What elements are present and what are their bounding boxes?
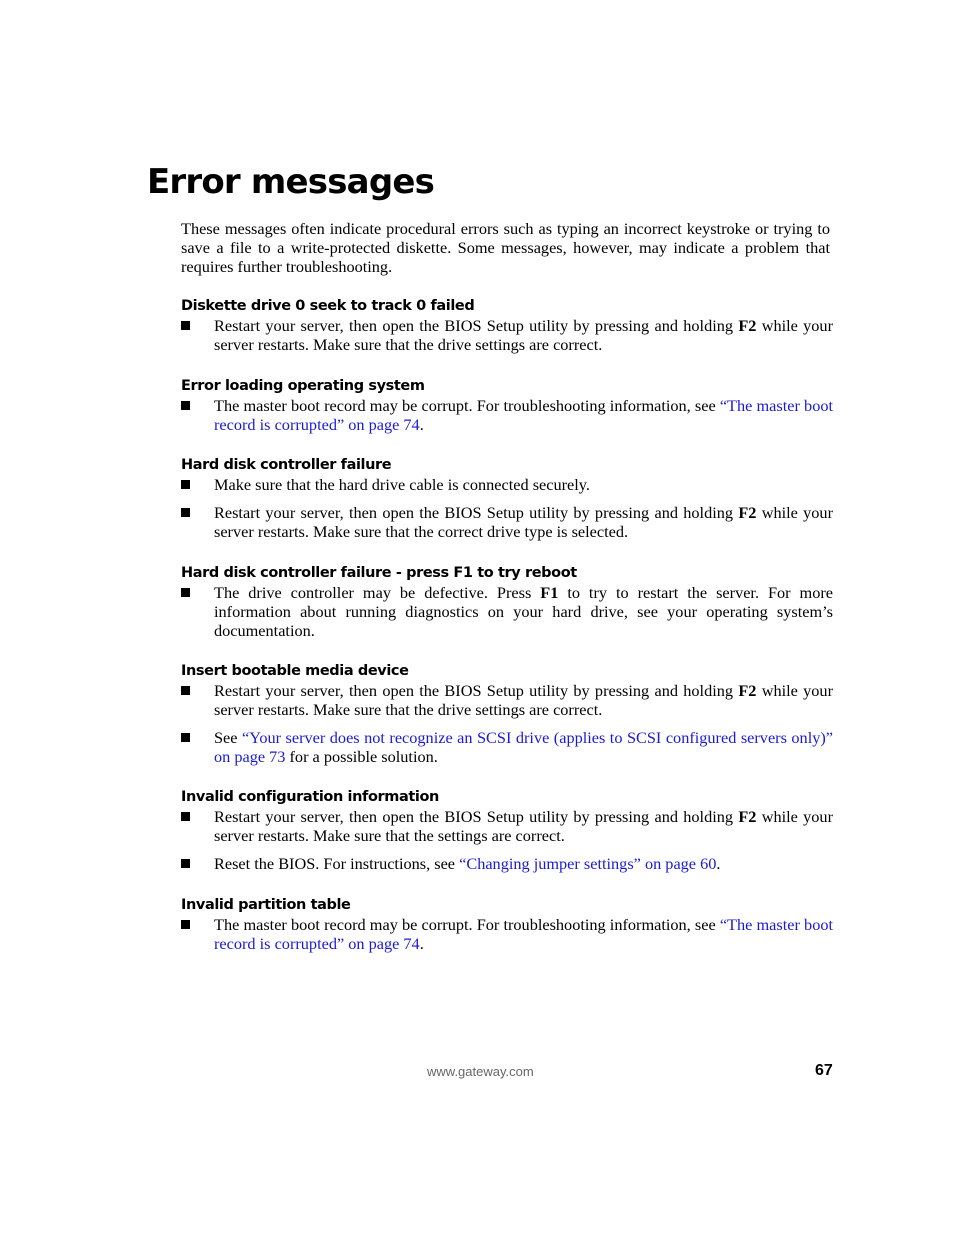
section-heading: Hard disk controller failure bbox=[181, 457, 392, 473]
bullet-list bbox=[181, 475, 833, 541]
intro-paragraph: These messages often indicate procedural errors such as typing an incorrect keystroke or trying to save a file to a write-protected diskette. Some messages, however, may indicate a problem that requires further troubleshooting. bbox=[181, 219, 830, 276]
key-name: F2 bbox=[738, 681, 757, 700]
section-invalid-configuration bbox=[181, 788, 833, 882]
square-bullet-icon bbox=[181, 401, 190, 410]
square-bullet-icon bbox=[181, 321, 190, 330]
list-item: The drive controller may be defective. Press F1 to try to restart the server. For more information about running diagnostics on your hard drive, see your operating system’s documentation. bbox=[181, 583, 833, 640]
section-heading: Hard disk controller failure - press F1 to try reboot bbox=[181, 565, 577, 581]
list-item: Make sure that the hard drive cable is connected securely. bbox=[181, 475, 833, 494]
square-bullet-icon bbox=[181, 859, 190, 868]
section-diskette-drive bbox=[181, 297, 833, 363]
key-name: F2 bbox=[738, 807, 757, 826]
bullet-list bbox=[181, 681, 833, 766]
cross-reference-link[interactable]: “The master boot record is corrupted” on page 74 bbox=[214, 396, 833, 434]
key-name: F1 bbox=[540, 583, 559, 602]
footer-url[interactable]: www.gateway.com bbox=[427, 1064, 534, 1079]
cross-reference-link[interactable]: “The master boot record is corrupted” on page 74 bbox=[214, 915, 833, 953]
square-bullet-icon bbox=[181, 733, 190, 742]
cross-reference-link[interactable]: “Changing jumper settings” on page 60 bbox=[459, 854, 717, 873]
section-heading: Error loading operating system bbox=[181, 378, 425, 394]
section-insert-bootable-media bbox=[181, 662, 833, 775]
bullet-list bbox=[181, 583, 833, 640]
bullet-list bbox=[181, 316, 833, 354]
list-item: The master boot record may be corrupt. For troubleshooting information, see “The master boot record is corrupted” on page 74. bbox=[181, 915, 833, 953]
list-item: Reset the BIOS. For instructions, see “Changing jumper settings” on page 60. bbox=[181, 854, 833, 873]
section-error-loading-os bbox=[181, 377, 833, 443]
square-bullet-icon bbox=[181, 480, 190, 489]
section-heading: Diskette drive 0 seek to track 0 failed bbox=[181, 298, 475, 314]
square-bullet-icon bbox=[181, 588, 190, 597]
square-bullet-icon bbox=[181, 920, 190, 929]
bullet-list bbox=[181, 915, 833, 953]
list-item: Restart your server, then open the BIOS Setup utility by pressing and holding F2 while your server restarts. Make sure that the drive settings are correct. bbox=[181, 681, 833, 719]
bullet-list bbox=[181, 396, 833, 434]
list-item: Restart your server, then open the BIOS Setup utility by pressing and holding F2 while your server restarts. Make sure that the settings are correct. bbox=[181, 807, 833, 845]
section-heading: Insert bootable media device bbox=[181, 663, 409, 679]
section-hard-disk-controller-reboot bbox=[181, 564, 833, 649]
section-hard-disk-controller-failure bbox=[181, 456, 833, 550]
section-invalid-partition-table bbox=[181, 896, 833, 962]
page-number: 67 bbox=[815, 1062, 833, 1079]
list-item: The master boot record may be corrupt. For troubleshooting information, see “The master boot record is corrupted” on page 74. bbox=[181, 396, 833, 434]
list-item: Restart your server, then open the BIOS Setup utility by pressing and holding F2 while your server restarts. Make sure that the drive settings are correct. bbox=[181, 316, 833, 354]
square-bullet-icon bbox=[181, 508, 190, 517]
key-name: F2 bbox=[738, 503, 757, 522]
page-title: Error messages bbox=[147, 162, 435, 202]
cross-reference-link[interactable]: “Your server does not recognize an SCSI drive (applies to SCSI configured servers only)” on page 73 bbox=[214, 728, 834, 766]
square-bullet-icon bbox=[181, 812, 190, 821]
section-heading: Invalid partition table bbox=[181, 897, 351, 913]
square-bullet-icon bbox=[181, 686, 190, 695]
key-name: F2 bbox=[738, 316, 757, 335]
list-item: Restart your server, then open the BIOS Setup utility by pressing and holding F2 while your server restarts. Make sure that the correct drive type is selected. bbox=[181, 503, 833, 541]
list-item: See “Your server does not recognize an SCSI drive (applies to SCSI configured servers only)” on page 73 for a possible solution. bbox=[181, 728, 833, 766]
bullet-list bbox=[181, 807, 833, 873]
section-heading: Invalid configuration information bbox=[181, 789, 439, 805]
